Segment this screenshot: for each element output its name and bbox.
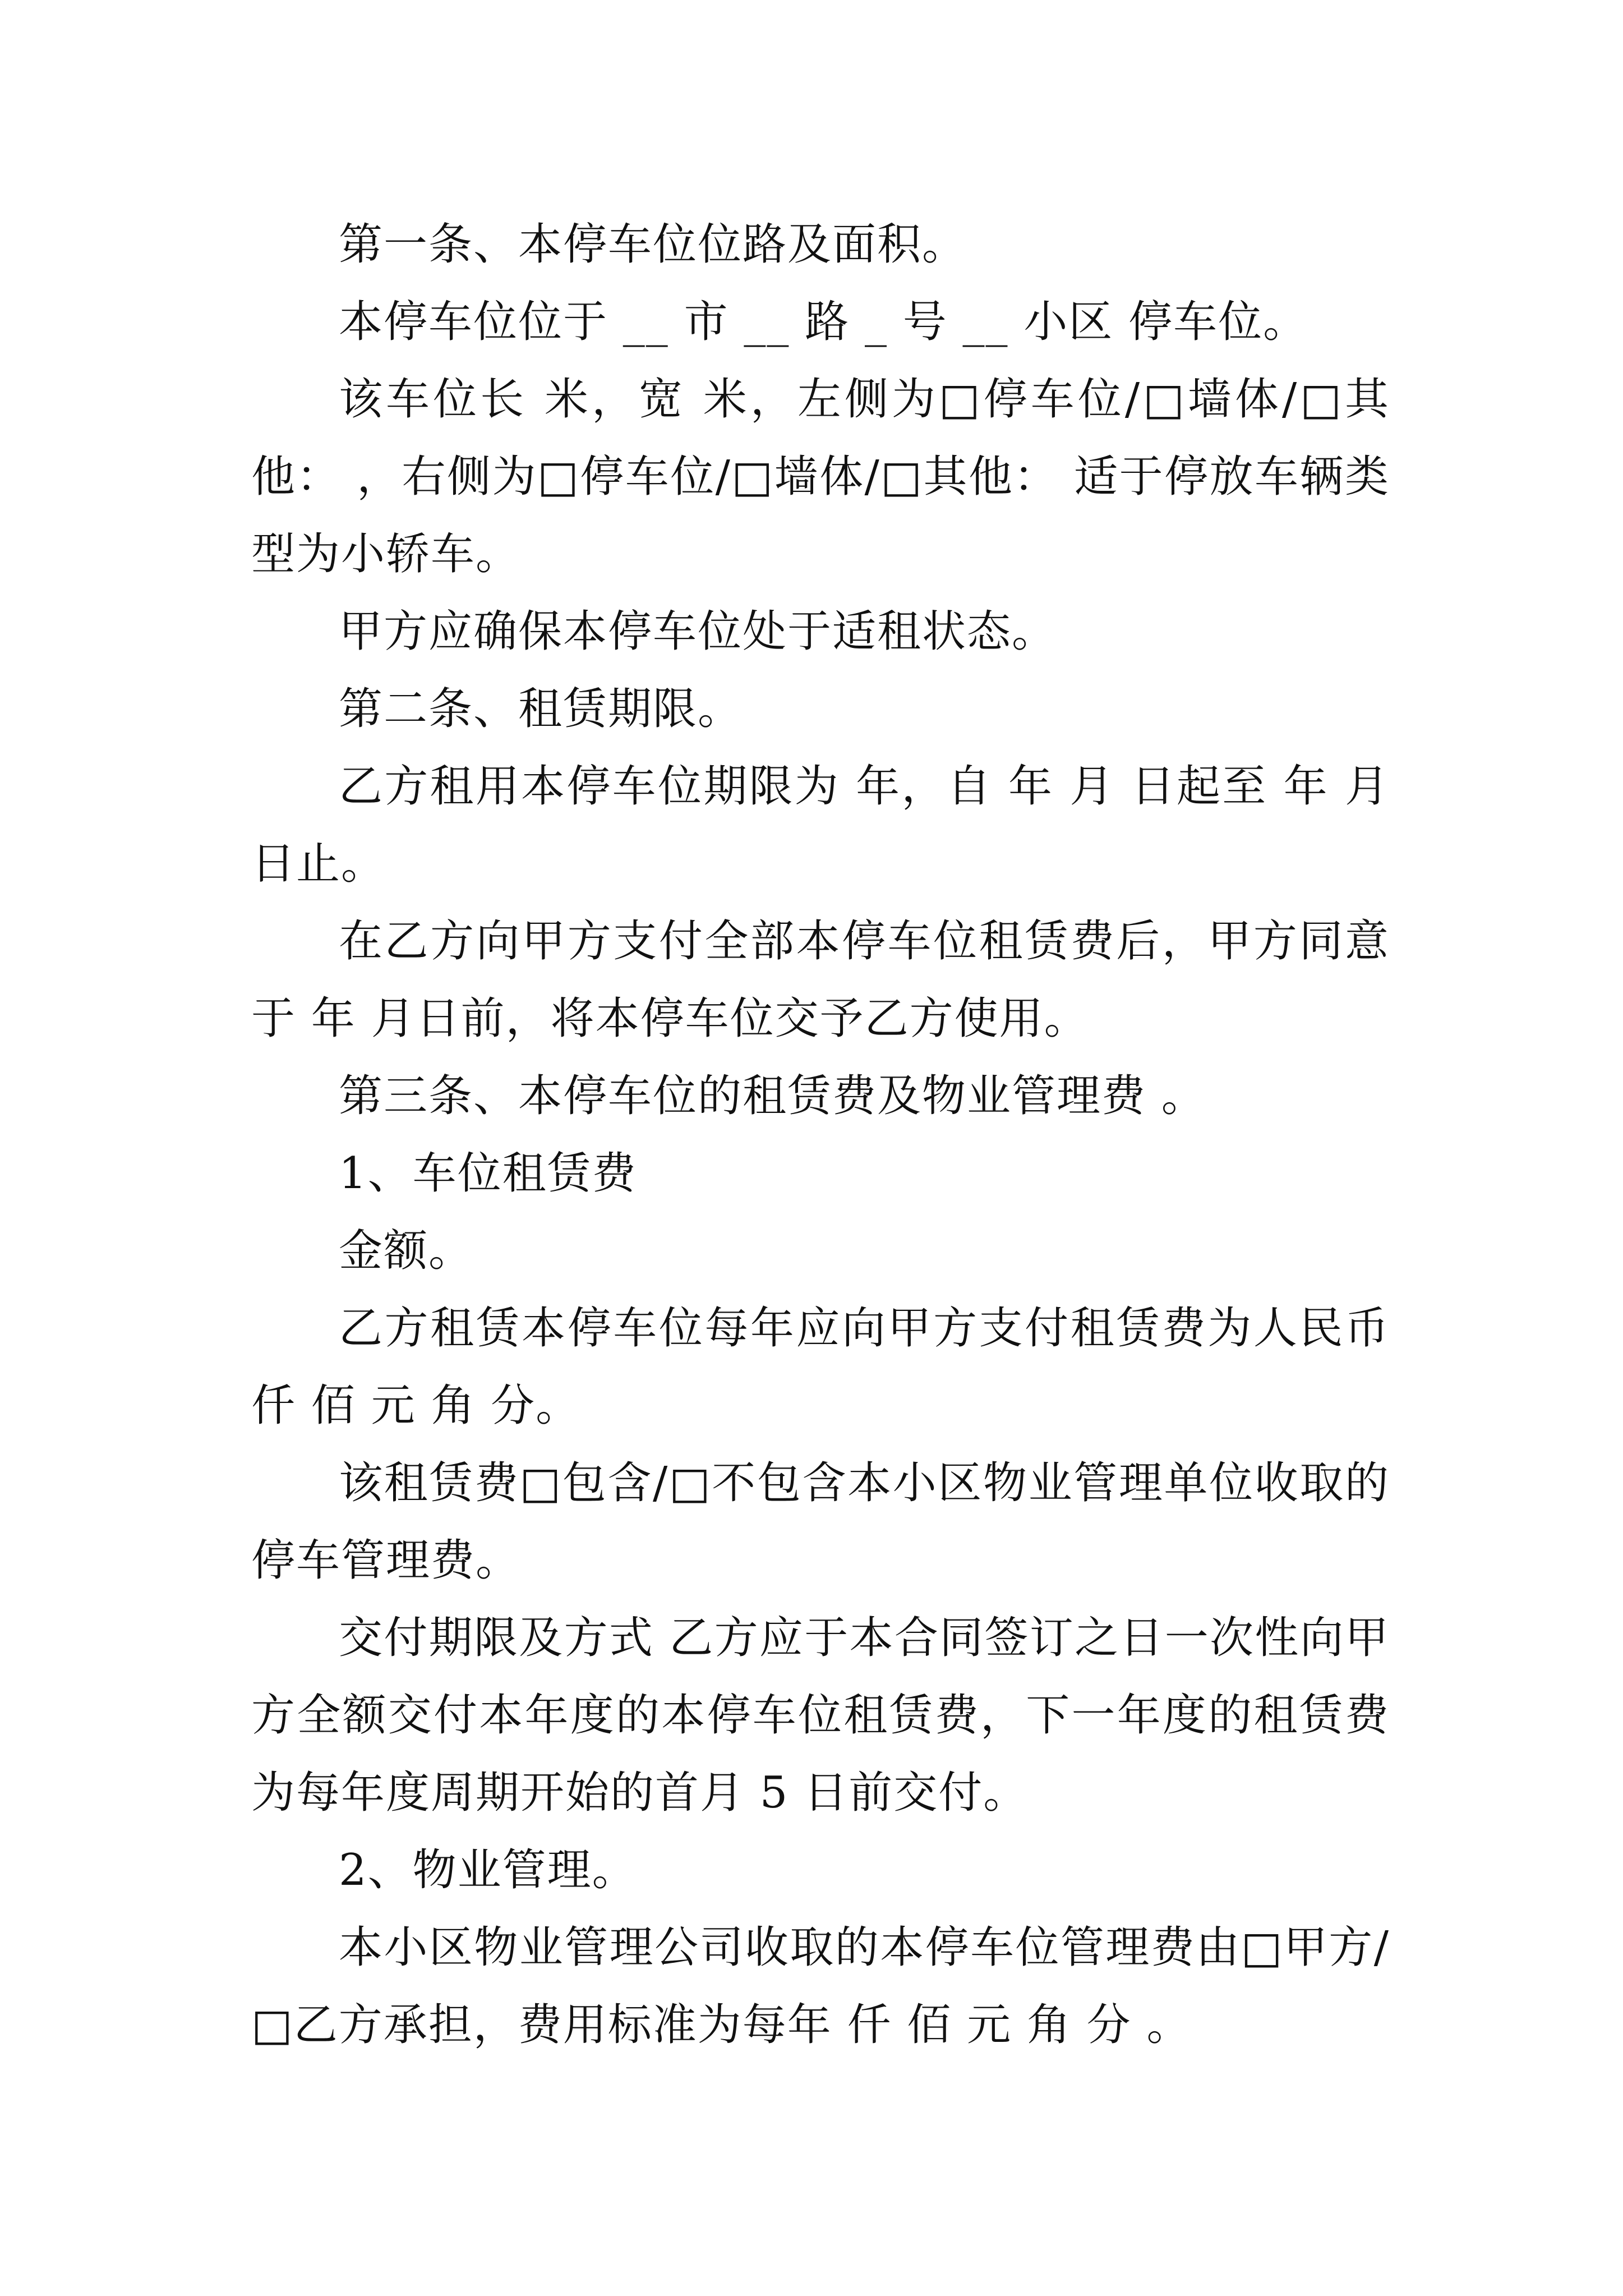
section-2-heading: 2、物业管理。 bbox=[339, 1845, 637, 1895]
handover-paragraph: 在乙方向甲方支付全部本停车位租赁费后，甲方同意于 年 月日前，将本停车位交予乙方使用。 bbox=[251, 916, 1390, 1044]
article-3-heading: 第三条、本停车位的租赁费及物业管理费 。 bbox=[339, 1071, 1206, 1121]
amount-heading: 金额。 bbox=[339, 1226, 474, 1276]
rentable-condition-paragraph: 甲方应确保本停车位处于适租状态。 bbox=[339, 606, 1057, 657]
parking-size-paragraph: 该车位长 米，宽 米，左侧为□停车位/□墙体/□其他： ，右侧为□停车位/□墙体/□其他： 适于停放车辆类型为小轿车。 bbox=[251, 374, 1390, 579]
rent-inclusion-paragraph: 该租赁费□包含/□不包含本小区物业管理单位收取的停车管理费。 bbox=[251, 1458, 1390, 1586]
payment-terms-paragraph: 交付期限及方式 乙方应于本合同签订之日一次性向甲方全额交付本年度的本停车位租赁费，下一年度的租赁费为每年度周期开始的首月 5 日前交付。 bbox=[251, 1613, 1390, 1818]
article-1-heading: 第一条、本停车位位路及面积。 bbox=[339, 219, 967, 270]
management-fee-paragraph: 本小区物业管理公司收取的本停车位管理费由□甲方/□乙方承担，费用标准为每年 仟 佰 元 角 分 。 bbox=[251, 1922, 1390, 2050]
parking-location-paragraph: 本停车位位于 __ 市 __ 路 _ 号 __ 小区 停车位。 bbox=[339, 297, 1308, 347]
rent-amount-paragraph: 乙方租赁本停车位每年应向甲方支付租赁费为人民币 仟 佰 元 角 分。 bbox=[251, 1303, 1405, 1431]
document-body bbox=[251, 206, 1405, 2064]
section-1-heading: 1、车位租赁费 bbox=[339, 1148, 637, 1199]
article-2-heading: 第二条、租赁期限。 bbox=[339, 684, 743, 734]
lease-term-paragraph: 乙方租用本停车位期限为 年，自 年 月 日起至 年 月日止。 bbox=[251, 761, 1390, 889]
